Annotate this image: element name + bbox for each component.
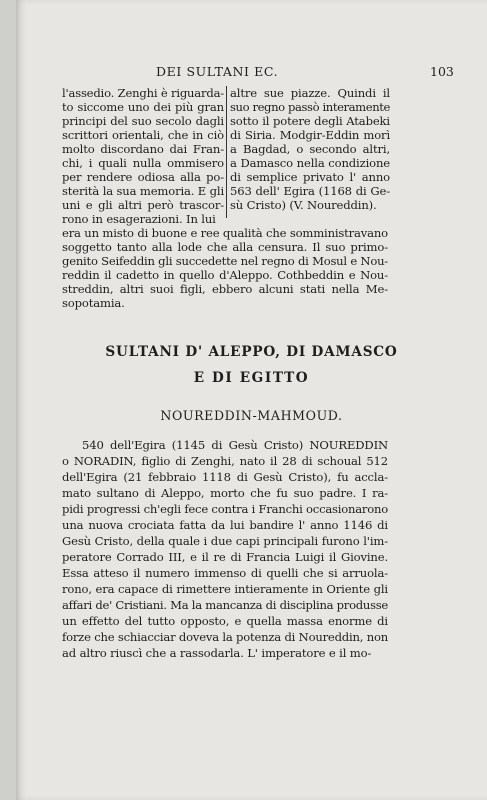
text-line: era un misto di buone e ree qualità che somministravano [62, 226, 388, 240]
text-line: rono in esagerazioni. In lui [62, 212, 216, 226]
section-title: SULTANI D' ALEPPO, DI DAMASCO [105, 344, 398, 360]
text-line: forze che schiacciar doveva la potenza di Noureddin, non [62, 630, 388, 644]
text-line: altre sue piazze. Quindi il [230, 86, 390, 100]
text-line: ad altro riuscì che a rassodarla. L' imperatore e il mo- [62, 646, 372, 660]
text-line: reddin il cadetto in quello d'Aleppo. Cothbeddin e Nou- [62, 268, 388, 282]
book-page [16, 0, 487, 800]
text-line: Essa atteso il numero immenso di quelli che si arruola- [62, 566, 388, 580]
text-line: l'assedio. Zenghi è riguarda- [62, 86, 224, 100]
text-line: sù Cristo) (V. Noureddin). [230, 198, 377, 212]
text-line: streddin, altri suoi figli, ebbero alcuni stati nella Me- [62, 282, 388, 296]
text-line: a Bagdad, o secondo altri, [230, 142, 390, 156]
text-line: affari de' Cristiani. Ma la mancanza di disciplina produsse [62, 598, 388, 612]
running-head: DEI SULTANI EC. [156, 64, 279, 79]
text-line: sterità la sua memoria. E gli [62, 184, 224, 198]
text-line: suo regno passò interamente [230, 100, 390, 114]
text-line: principi del suo secolo dagli [62, 114, 224, 128]
text-line: pidi progressi ch'egli fece contra i Franchi occasionarono [62, 502, 388, 516]
text-line: per rendere odiosa alla po- [62, 170, 224, 184]
text-line: to siccome uno dei più gran [62, 100, 224, 114]
text-line: uni e gli altri però trascor- [62, 198, 224, 212]
subsection-title: NOUREDDIN-MAHMOUD. [160, 408, 343, 423]
text-line: a Damasco nella condizione [230, 156, 390, 170]
text-line: un effetto del tutto opposto, e quella massa enorme di [62, 614, 388, 628]
text-line: soggetto tanto alla lode che alla censura. Il suo primo- [62, 240, 388, 254]
text-line: sopotamia. [62, 296, 125, 310]
text-line: molto discordano dai Fran- [62, 142, 224, 156]
text-line: chi, i quali nulla ommisero [62, 156, 224, 170]
section-title-line-2: E DI EGITTO [193, 370, 310, 386]
text-line: peratore Corrado III, e il re di Francia Luigi il Giovine. [62, 550, 388, 564]
text-line: scrittori orientali, che in ciò [62, 128, 224, 142]
text-line: Gesù Cristo, della quale i due capi principali furono l'im- [62, 534, 388, 548]
column-divider [226, 86, 227, 218]
page-number: 103 [430, 64, 454, 79]
text-line: di semplice privato l' anno [230, 170, 390, 184]
text-line: di Siria. Modgir-Eddin morì [230, 128, 390, 142]
text-line: una nuova crociata fatta da lui bandire l' anno 1146 di [62, 518, 388, 532]
text-line: mato sultano di Aleppo, morto che fu suo padre. I ra- [62, 486, 388, 500]
text-line: sotto il potere degli Atabeki [230, 114, 390, 128]
text-line: genito Seifeddin gli succedette nel regno di Mosul e Nou- [62, 254, 388, 268]
text-line: o NORADIN, figlio di Zenghi, nato il 28 di schoual 512 [62, 454, 388, 468]
text-line: 563 dell' Egira (1168 di Ge- [230, 184, 390, 198]
text-line: dell'Egira (21 febbraio 1118 di Gesù Cristo), fu accla- [62, 470, 388, 484]
text-line: rono, era capace di rimettere intieramente in Oriente gli [62, 582, 388, 596]
text-line: 540 dell'Egira (1145 di Gesù Cristo) NOUREDDIN [82, 438, 388, 452]
